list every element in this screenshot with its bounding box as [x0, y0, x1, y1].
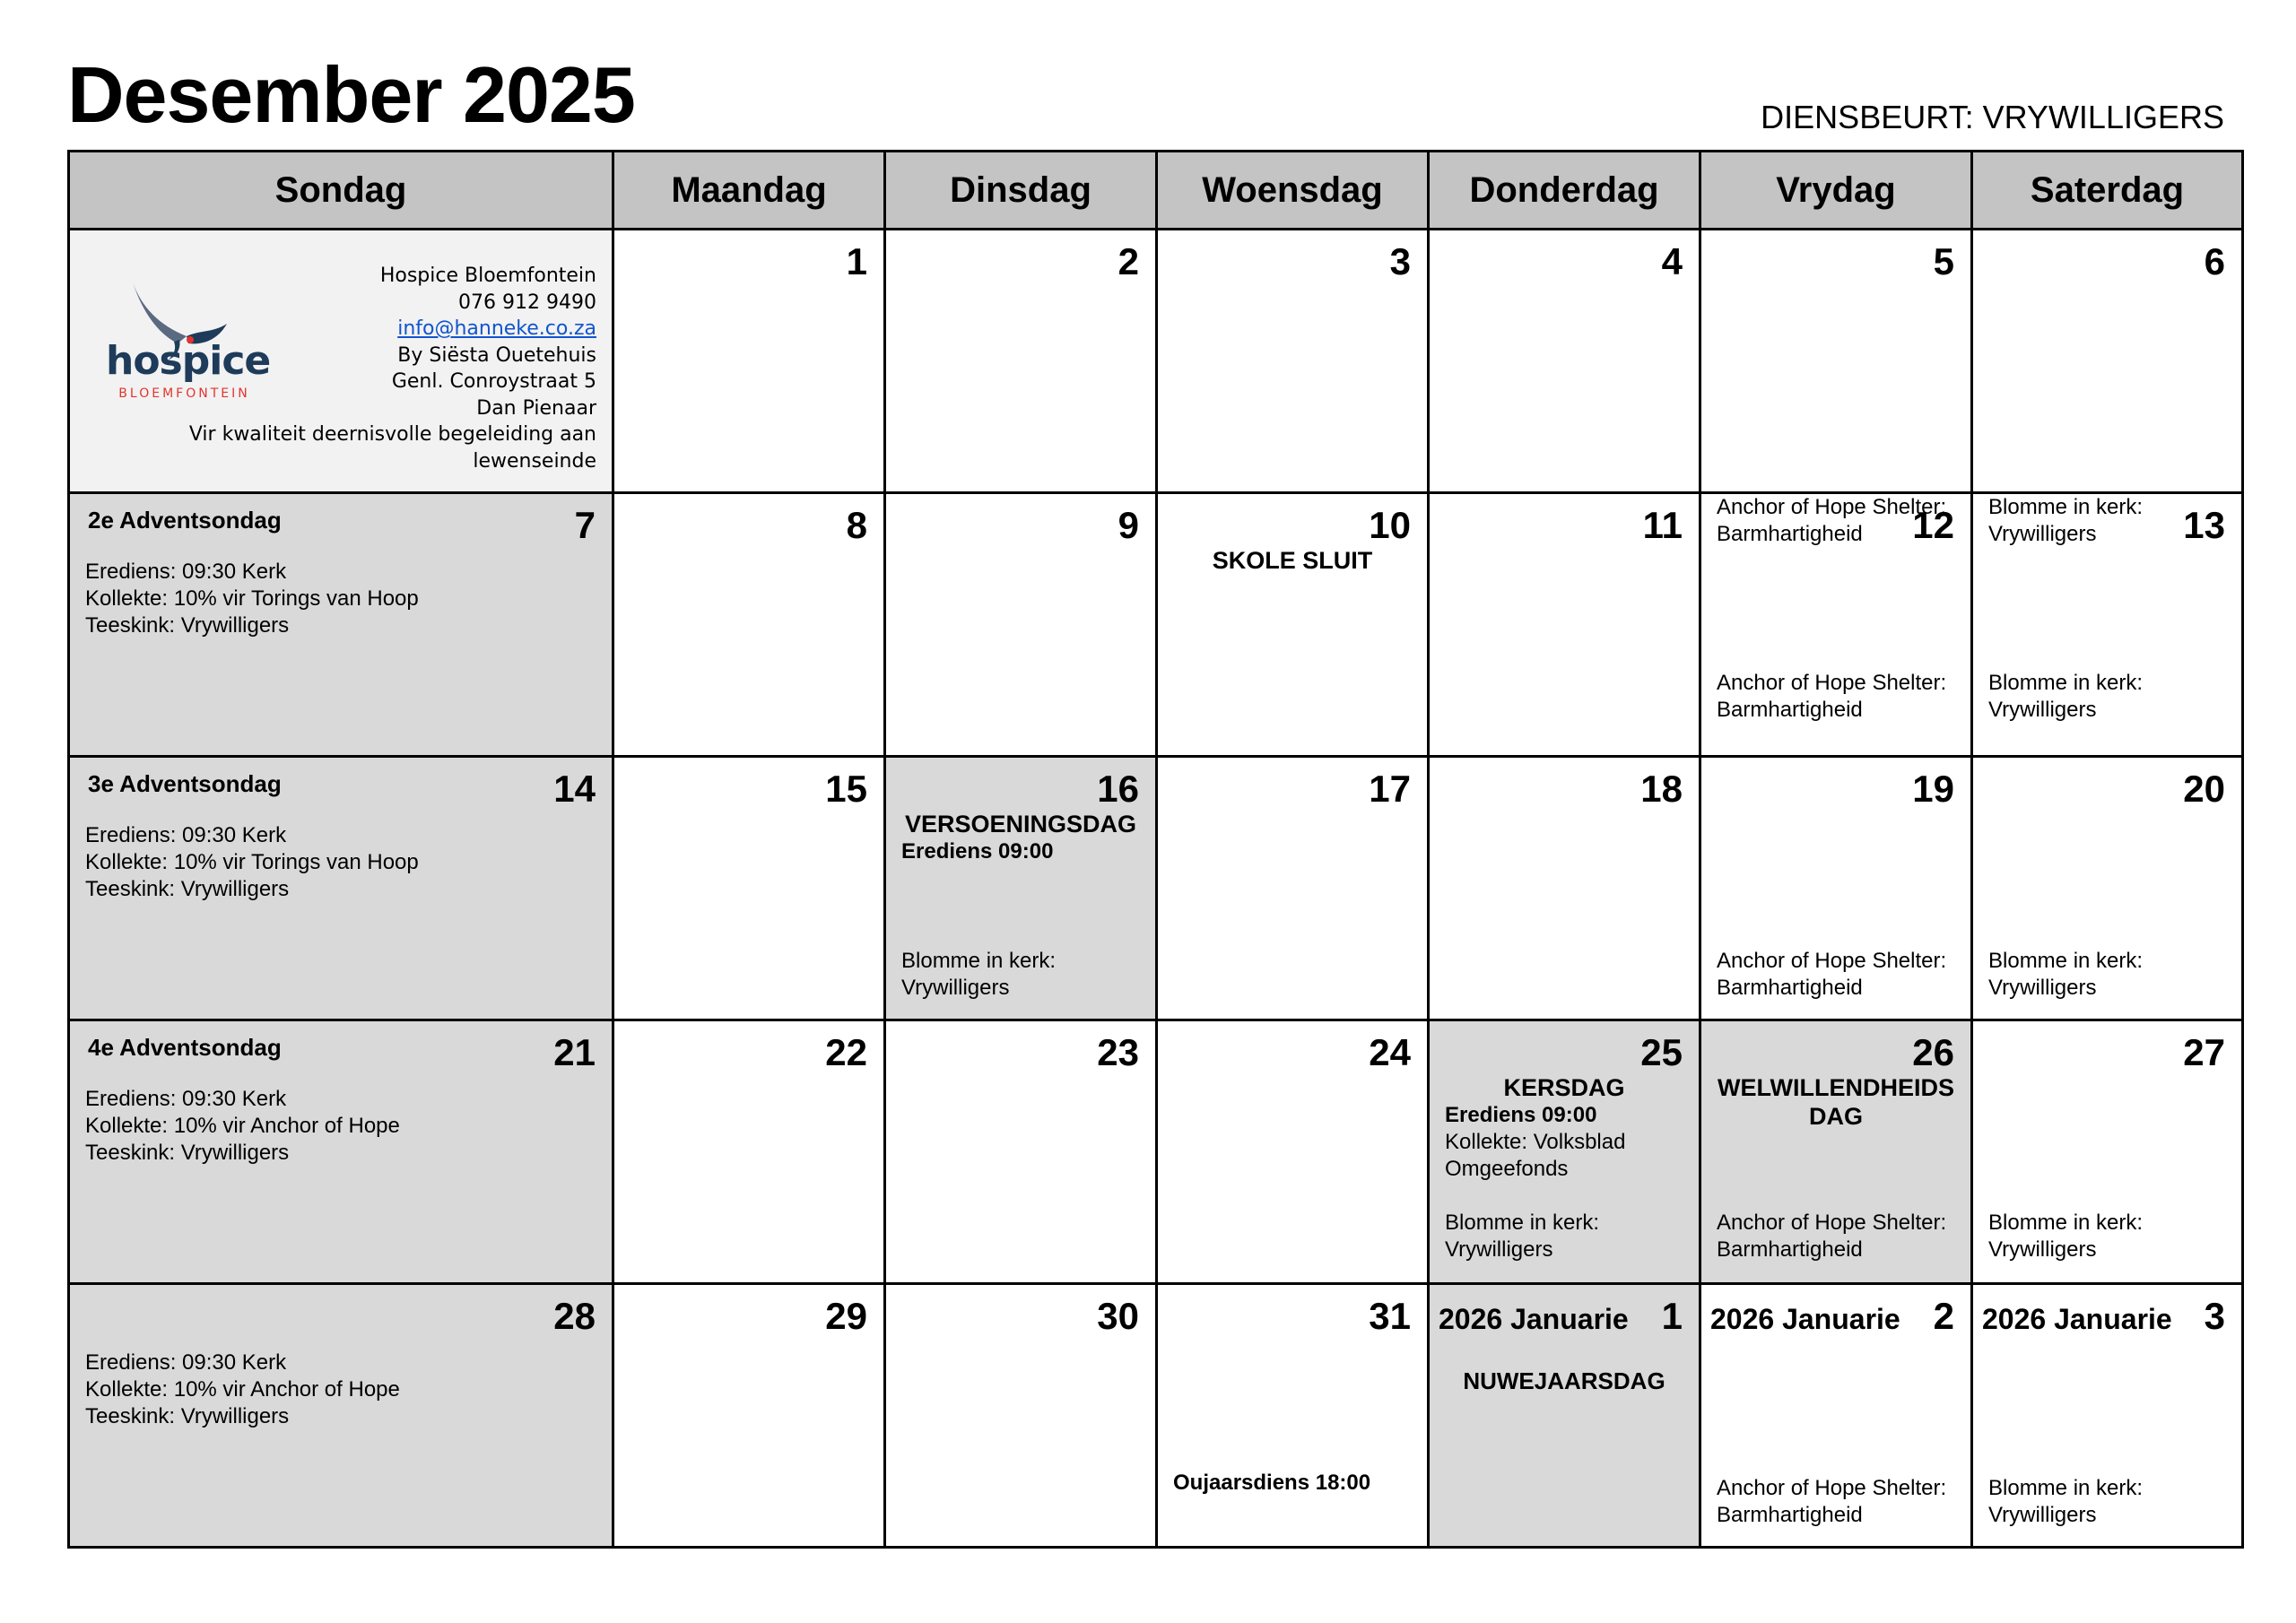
- next-month-cell: [1700, 1284, 1972, 1548]
- sunday-cell: [69, 1284, 613, 1548]
- tea-duty: Teeskink: Vrywilligers: [85, 613, 290, 638]
- service-time: Erediens: 09:30 Kerk: [85, 1350, 287, 1375]
- service-time: Erediens: 09:30 Kerk: [85, 560, 287, 584]
- page-title: Desember 2025: [67, 50, 635, 139]
- holiday-cell: [1429, 1020, 1700, 1284]
- day-cell: [885, 230, 1157, 493]
- day-number: 16: [1097, 768, 1139, 810]
- anchor-duty-label: Anchor of Hope Shelter:: [1717, 949, 1947, 973]
- flowers-duty-label: Blomme in kerk:: [1988, 1211, 2144, 1235]
- day-number: 8: [846, 504, 867, 546]
- day-number: 19: [1912, 768, 1954, 810]
- day-number: 30: [1097, 1295, 1139, 1337]
- day-number: 1: [846, 240, 867, 282]
- day-cell: [1157, 757, 1429, 1020]
- day-number: 4: [1661, 240, 1683, 282]
- day-number: 17: [1369, 768, 1411, 810]
- day-number: 9: [1118, 504, 1139, 546]
- flowers-duty: [1988, 948, 2143, 1002]
- sunday-cell: [69, 493, 613, 757]
- flowers-duty: [901, 948, 1056, 1002]
- tea-duty: Teeskink: Vrywilligers: [85, 877, 290, 901]
- day-cell: [1429, 230, 1700, 493]
- sunday-title: 3e Adventsondag: [88, 770, 282, 797]
- collection-note: Kollekte: 10% vir Torings van Hoop: [85, 850, 419, 874]
- sunday-title: 4e Adventsondag: [88, 1034, 282, 1061]
- collection-note: Kollekte: 10% vir Torings van Hoop: [85, 586, 419, 611]
- hospice-address-1: By Siësta Ouetehuis: [397, 343, 596, 367]
- day-cell: [1972, 1020, 2243, 1284]
- collection-note: Kollekte: 10% vir Anchor of Hope: [85, 1114, 400, 1138]
- calendar-grid: [67, 150, 2244, 1549]
- next-month-label: 2026 Januarie: [1982, 1303, 2172, 1335]
- day-cell: [613, 1020, 885, 1284]
- day-number: 3: [2204, 1295, 2225, 1337]
- day-number: 31: [1369, 1295, 1411, 1337]
- event-skole-sluit: SKOLE SLUIT: [1212, 547, 1373, 574]
- next-month-label: 2026 Januarie: [1439, 1303, 1629, 1335]
- day-number: 28: [553, 1295, 596, 1337]
- day-cell: [885, 493, 1157, 757]
- logo-subtext: BLOEMFONTEIN: [118, 386, 250, 401]
- day-number: 21: [553, 1031, 596, 1073]
- hospice-address-3: Dan Pienaar: [476, 396, 596, 420]
- day-number: 13: [2183, 504, 2225, 546]
- day-number: 10: [1369, 504, 1411, 546]
- day-cell: [1429, 493, 1700, 757]
- day-number: 25: [1640, 1031, 1683, 1073]
- sunday-title: 2e Adventsondag: [88, 507, 282, 534]
- anchor-duty: [1717, 1210, 1946, 1263]
- flowers-duty-value: Vrywilligers: [1988, 698, 2097, 722]
- anchor-duty-label: Anchor of Hope Shelter:: [1717, 671, 1947, 695]
- hospice-email-link[interactable]: info@hanneke.co.za: [397, 317, 596, 340]
- anchor-duty-value: Barmhartigheid: [1717, 698, 1863, 722]
- service-time: Erediens: 09:30 Kerk: [85, 1087, 287, 1111]
- holiday-title-line-1: WELWILLENDHEIDS: [1718, 1074, 1954, 1101]
- collection-note-2: Omgeefonds: [1445, 1157, 1569, 1181]
- day-number: 23: [1097, 1031, 1139, 1073]
- weekday-header-dinsdag: Dinsdag: [885, 152, 1157, 230]
- next-month-cell: [1429, 1284, 1700, 1548]
- service-time: Erediens: 09:30 Kerk: [85, 823, 287, 847]
- day-cell: [1972, 757, 2243, 1020]
- holiday-cell: [1700, 1020, 1972, 1284]
- holiday-title-line-2: DAG: [1809, 1103, 1863, 1130]
- flowers-duty-label: Blomme in kerk:: [1988, 671, 2144, 695]
- flowers-duty-value: Vrywilligers: [1988, 522, 2097, 546]
- tea-duty: Teeskink: Vrywilligers: [85, 1404, 290, 1428]
- day-cell: [613, 493, 885, 757]
- holiday-welwillendheidsdag: [1701, 1073, 1970, 1131]
- sunday-cell: [69, 1020, 613, 1284]
- duty-subtitle: DIENSBEURT: VRYWILLIGERS: [1761, 99, 2224, 135]
- day-number: 6: [2204, 240, 2225, 282]
- holiday-service: Erediens 09:00: [1445, 1103, 1597, 1127]
- logo-wordmark: hospice: [106, 338, 271, 384]
- day-number: 11: [1642, 504, 1683, 546]
- flowers-duty-label: Blomme in kerk:: [901, 949, 1057, 973]
- day-number: 26: [1912, 1031, 1954, 1073]
- hospice-info: [70, 263, 596, 474]
- anchor-duty-label: Anchor of Hope Shelter:: [1717, 495, 1947, 519]
- day-cell: [1157, 1020, 1429, 1284]
- day-cell: [613, 230, 885, 493]
- anchor-duty: [1717, 948, 1946, 1002]
- day-number: 22: [825, 1031, 867, 1073]
- next-month-cell: [1972, 1284, 2243, 1548]
- day-cell: [1972, 493, 2243, 757]
- anchor-duty-label: Anchor of Hope Shelter:: [1717, 1211, 1947, 1235]
- weekday-header-donderdag: Donderdag: [1429, 152, 1700, 230]
- anchor-duty: [1717, 670, 1946, 724]
- next-month-label: 2026 Januarie: [1710, 1303, 1900, 1335]
- sunday-cell: [69, 757, 613, 1020]
- day-cell: [1700, 757, 1972, 1020]
- weekday-header-vrydag: Vrydag: [1700, 152, 1972, 230]
- day-number: 1: [1661, 1295, 1683, 1337]
- anchor-duty-value: Barmhartigheid: [1717, 976, 1863, 1000]
- day-cell: [1429, 757, 1700, 1020]
- flowers-duty-label: Blomme in kerk:: [1445, 1211, 1600, 1235]
- day-number: 18: [1640, 768, 1683, 810]
- flowers-duty-value: Vrywilligers: [1445, 1237, 1553, 1262]
- hospice-tagline: Vir kwaliteit deernisvolle begeleiding aan lewenseinde: [188, 423, 596, 473]
- day-number: 20: [2183, 768, 2225, 810]
- anchor-duty-value: Barmhartigheid: [1717, 522, 1863, 546]
- holiday-kersdag: KERSDAG: [1503, 1074, 1625, 1101]
- collection-note: Kollekte: Volksblad: [1445, 1130, 1626, 1154]
- day-number: 29: [825, 1295, 867, 1337]
- day-number: 12: [1912, 504, 1954, 546]
- flowers-duty: [1445, 1210, 1599, 1263]
- flowers-duty-value: Vrywilligers: [1988, 976, 2097, 1000]
- collection-note: Kollekte: 10% vir Anchor of Hope: [85, 1377, 400, 1402]
- week-row-2: [69, 493, 2243, 757]
- day-number: 3: [1389, 240, 1411, 282]
- flowers-duty: [1988, 1210, 2143, 1263]
- weekday-header-row: [69, 152, 2243, 230]
- day-number: 15: [825, 768, 867, 810]
- flowers-duty-value: Vrywilligers: [1988, 1237, 2097, 1262]
- service-details: [85, 822, 419, 903]
- day-cell: [613, 757, 885, 1020]
- day-number: 14: [553, 768, 596, 810]
- weekday-header-sondag: Sondag: [69, 152, 613, 230]
- hospice-address-2: Genl. Conroystraat 5: [391, 370, 596, 393]
- day-number: 7: [574, 504, 596, 546]
- flowers-duty-value: Vrywilligers: [901, 976, 1010, 1000]
- anchor-duty-value: Barmhartigheid: [1717, 1503, 1863, 1527]
- day-number: 2: [1933, 1295, 1954, 1337]
- day-cell: [1157, 493, 1429, 757]
- tea-duty: Teeskink: Vrywilligers: [85, 1141, 290, 1165]
- christmas-details: [1445, 1102, 1625, 1183]
- flowers-duty-value: Vrywilligers: [1988, 1503, 2097, 1527]
- holiday-nuwejaarsdag: NUWEJAARSDAG: [1463, 1367, 1665, 1394]
- day-cell: [885, 1284, 1157, 1548]
- holiday-cell: [885, 757, 1157, 1020]
- weekday-header-saterdag: Saterdag: [1972, 152, 2243, 230]
- anchor-duty-label: Anchor of Hope Shelter:: [1717, 1476, 1947, 1500]
- day-number: 2: [1118, 240, 1139, 282]
- service-details: [85, 1350, 400, 1430]
- service-details: [85, 1086, 400, 1167]
- weekday-header-woensdag: Woensdag: [1157, 152, 1429, 230]
- flowers-duty: [1988, 670, 2143, 724]
- holiday-versoeningsdag: VERSOENINGSDAG: [904, 811, 1137, 838]
- day-number: 24: [1369, 1031, 1411, 1073]
- day-cell: [1700, 493, 1972, 757]
- day-number: 27: [2183, 1031, 2225, 1073]
- flowers-duty-label: Blomme in kerk:: [1988, 1476, 2144, 1500]
- weekday-header-maandag: Maandag: [613, 152, 885, 230]
- anchor-duty-value: Barmhartigheid: [1717, 1237, 1863, 1262]
- flowers-duty-label: Blomme in kerk:: [1988, 949, 2144, 973]
- week-row-3: [69, 757, 2243, 1020]
- service-details: [85, 559, 419, 639]
- hospice-info-cell: [69, 230, 613, 493]
- week-row-1: [69, 230, 2243, 493]
- anchor-duty: [1717, 1475, 1946, 1529]
- flowers-duty: [1988, 1475, 2143, 1529]
- hospice-phone: 076 912 9490: [458, 291, 596, 314]
- day-cell: [613, 1284, 885, 1548]
- week-row-4: [69, 1020, 2243, 1284]
- holiday-service: Erediens 09:00: [901, 839, 1054, 864]
- day-number: 5: [1933, 240, 1954, 282]
- new-years-eve-service: Oujaarsdiens 18:00: [1173, 1471, 1371, 1495]
- hospice-name: Hospice Bloemfontein: [379, 265, 596, 287]
- day-cell: [885, 1020, 1157, 1284]
- week-row-5: [69, 1284, 2243, 1548]
- day-cell: [1157, 1284, 1429, 1548]
- day-cell: [1157, 230, 1429, 493]
- flowers-duty-label: Blomme in kerk:: [1988, 495, 2144, 519]
